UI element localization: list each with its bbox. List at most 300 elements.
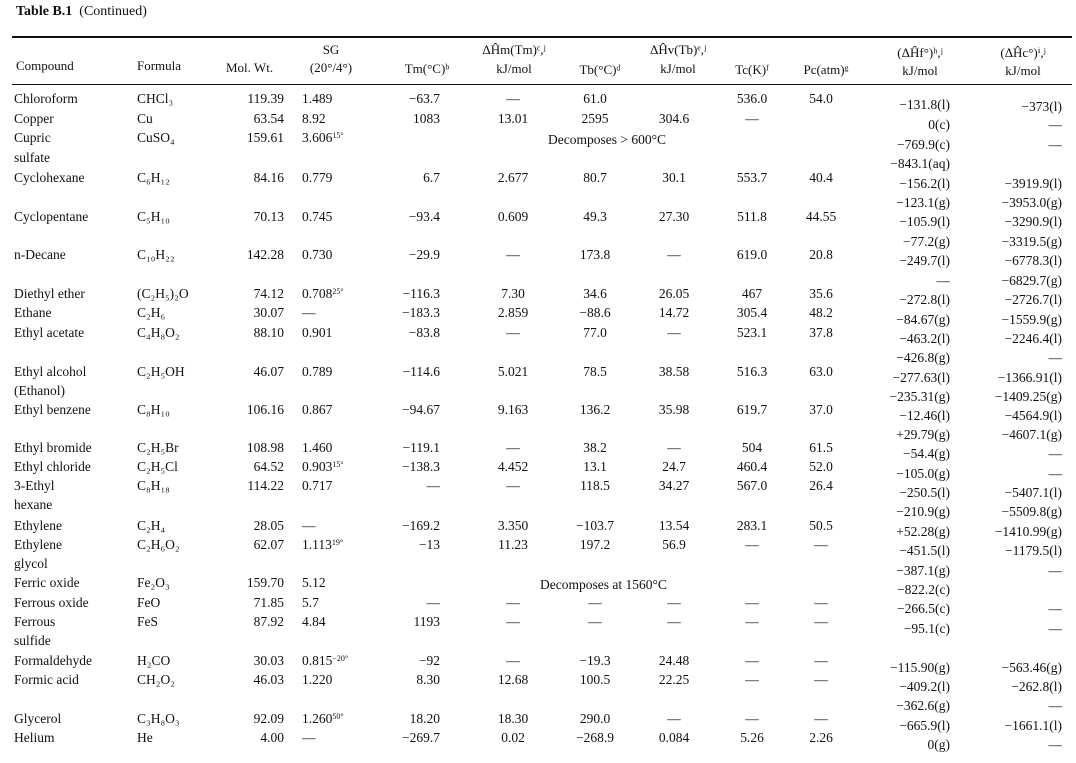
- cell-dhv: 0.084: [658, 730, 690, 745]
- cell-dhv: 34.27: [658, 478, 690, 493]
- cell-formula: C₄H₈O₂: [137, 325, 180, 340]
- cell-mol-wt: 30.07: [253, 305, 284, 320]
- cell-tb: −19.3: [579, 653, 611, 668]
- cell-dhc: −3290.9(l): [1004, 214, 1062, 229]
- cell-sg: 1.489: [302, 91, 333, 106]
- cell-mol-wt: 92.09: [253, 711, 284, 726]
- cell-tm: −114.6: [402, 364, 440, 379]
- cell-mol-wt: 70.13: [253, 209, 284, 224]
- cell-dhc: −1366.91(l): [997, 370, 1062, 385]
- cell-formula: FeO: [137, 595, 161, 610]
- cell-dhc: —: [1048, 737, 1062, 752]
- cell-pc: —: [814, 595, 828, 610]
- cell-compound: Ferric oxide: [14, 575, 80, 590]
- cell-dhv: 24.7: [662, 459, 686, 474]
- cell-sg: $0.708^{25^\circ}$: [302, 286, 344, 301]
- cell-mol-wt: 71.85: [253, 595, 284, 610]
- cell-sg: 1.460: [302, 440, 333, 455]
- cell-dhc: —: [1048, 601, 1062, 616]
- cell-tc: —: [745, 614, 759, 629]
- cell-sg: 0.745: [302, 209, 333, 224]
- cell-dhc: —: [1048, 621, 1062, 636]
- cell-dhf: −272.8(l): [899, 292, 950, 307]
- cell-dhv: —: [667, 247, 681, 262]
- cell-tc: 619.0: [736, 247, 768, 262]
- cell-dhf: −665.9(l): [899, 718, 950, 733]
- cell-formula: C₆H₁₂: [137, 170, 170, 185]
- cell-dhv: 13.54: [658, 518, 690, 533]
- header-pc: Pc(atm)ᵍ: [803, 62, 849, 77]
- cell-dhf: −451.5(l): [899, 543, 950, 558]
- cell-dhc: −563.46(g): [1001, 660, 1062, 675]
- cell-tm: 6.7: [423, 170, 440, 185]
- cell-dhf: −769.9(c): [897, 137, 950, 152]
- cell-tm: −183.3: [402, 305, 440, 320]
- cell-decomposes-note: Decomposes at 1560°C: [540, 577, 667, 592]
- cell-sg: 0.867: [302, 402, 333, 417]
- cell-compound: Chloroform: [14, 91, 78, 106]
- cell-formula: CHCl₃: [137, 91, 174, 106]
- cell-pc: 44.55: [805, 209, 837, 224]
- cell-sg: 0.730: [302, 247, 333, 262]
- cell-dhv: 24.48: [658, 653, 690, 668]
- cell-dhf: −362.6(g): [896, 698, 950, 713]
- cell-sg: 0.717: [302, 478, 333, 493]
- cell-dhf: −409.2(l): [899, 679, 950, 694]
- cell-dhm: 5.021: [497, 364, 529, 379]
- cell-dhc: −5509.8(g): [1001, 504, 1062, 519]
- cell-compound: Helium: [14, 730, 55, 745]
- cell-sg: 1.220: [302, 672, 333, 687]
- cell-mol-wt: 63.54: [253, 111, 284, 126]
- header-tb: Tb(°C)ᵈ: [579, 62, 621, 77]
- cell-dhf: 0(g): [927, 737, 950, 752]
- cell-sg: 5.7: [302, 595, 319, 610]
- cell-formula: C₂H₅OH: [137, 364, 185, 379]
- cell-sg: 8.92: [302, 111, 326, 126]
- cell-dhm: 11.23: [498, 537, 528, 552]
- cell-tm: −93.4: [408, 209, 440, 224]
- cell-tc: 553.7: [736, 170, 768, 185]
- cell-tc: —: [745, 711, 759, 726]
- cell-sg: $0.903^{15^\circ}$: [302, 459, 344, 474]
- cell-dhf: −115.90(g): [890, 660, 950, 675]
- cell-pc: —: [814, 711, 828, 726]
- cell-compound: Ethyl benzene: [14, 402, 91, 417]
- cell-dhc: −4607.1(g): [1001, 427, 1062, 442]
- cell-compound: Cyclopentane: [14, 209, 89, 224]
- cell-mol-wt: 142.28: [246, 247, 284, 262]
- cell-tc: 567.0: [736, 478, 768, 493]
- cell-pc: —: [814, 653, 828, 668]
- cell-compound: Ethane: [14, 305, 52, 320]
- cell-tc: —: [745, 595, 759, 610]
- cell-dhf: −249.7(l): [899, 253, 950, 268]
- cell-tb: —: [588, 614, 602, 629]
- cell-tm: 8.30: [416, 672, 440, 687]
- cell-tm: −169.2: [402, 518, 440, 533]
- cell-mol-wt: 84.16: [253, 170, 284, 185]
- cell-pc: 63.0: [809, 364, 833, 379]
- cell-formula: C₃H₈O₃: [137, 711, 180, 726]
- cell-pc: 52.0: [809, 459, 833, 474]
- cell-dhf: −95.1(c): [903, 621, 950, 636]
- cell-sg: —: [302, 518, 316, 533]
- header-mol-wt: Mol. Wt.: [226, 60, 274, 75]
- cell-dhc: —: [1048, 446, 1062, 461]
- cell-sg-temp: 25°: [332, 287, 344, 296]
- cell-dhv: 38.58: [658, 364, 690, 379]
- cell-tb: —: [588, 595, 602, 610]
- cell-dhc: −6829.7(g): [1001, 273, 1062, 288]
- cell-tc: 283.1: [736, 518, 768, 533]
- cell-formula: FeS: [137, 614, 159, 629]
- cell-mol-wt: 62.07: [253, 537, 284, 552]
- cell-compound: glycol: [14, 556, 48, 571]
- cell-dhc: −5407.1(l): [1004, 485, 1062, 500]
- cell-tc: 536.0: [736, 91, 768, 106]
- header-sg: SG: [322, 42, 340, 57]
- cell-compound: Ethyl acetate: [14, 325, 85, 340]
- cell-dhm: 12.68: [497, 672, 529, 687]
- cell-compound: sulfate: [14, 150, 50, 165]
- cell-dhf: −123.1(g): [896, 195, 950, 210]
- header-tc: Tc(K)ᶠ: [735, 62, 769, 77]
- cell-formula: (C₂H₅)₂O: [137, 286, 189, 301]
- cell-formula: He: [137, 730, 153, 745]
- cell-sg: $0.815^{-20^\circ}$: [302, 653, 349, 668]
- cell-tm: −83.8: [408, 325, 440, 340]
- cell-dhm: 2.677: [497, 170, 529, 185]
- cell-compound: Glycerol: [14, 711, 62, 726]
- cell-dhm: 13.01: [497, 111, 529, 126]
- cell-dhm: 2.859: [497, 305, 529, 320]
- cell-formula: Fe₂O₃: [137, 575, 170, 590]
- cell-formula: C₂H₄: [137, 518, 166, 533]
- cell-dhc: −262.8(l): [1011, 679, 1062, 694]
- cell-tc: —: [745, 653, 759, 668]
- cell-dhc: −3919.9(l): [1004, 176, 1062, 191]
- cell-mol-wt: 4.00: [260, 730, 284, 745]
- cell-dhc: −1409.25(g): [994, 389, 1062, 404]
- cell-mol-wt: 159.70: [246, 575, 284, 590]
- cell-formula: C₁₀H₂₂: [137, 247, 175, 262]
- cell-sg: $1.260^{50^\circ}$: [302, 711, 344, 726]
- cell-compound: Ethylene: [14, 518, 62, 533]
- cell-mol-wt: 119.39: [247, 91, 284, 106]
- header-dhc: (ΔĤc°)ⁱ,ʲ: [1000, 45, 1046, 60]
- cell-compound: Ethylene: [14, 537, 62, 552]
- cell-formula: C₈H₁₀: [137, 402, 170, 417]
- cell-dhc: −373(l): [1021, 99, 1062, 114]
- cell-tb: −88.6: [579, 305, 611, 320]
- cell-compound: Ethyl bromide: [14, 440, 92, 455]
- cell-dhc: −3319.5(g): [1001, 234, 1062, 249]
- cell-dhf: −277.63(l): [892, 370, 950, 385]
- cell-sg: 0.901: [302, 325, 333, 340]
- cell-dhf: −156.2(l): [899, 176, 950, 191]
- cell-dhm: 0.609: [497, 209, 529, 224]
- cell-dhm: —: [506, 91, 520, 106]
- cell-dhf: −131.8(l): [899, 97, 950, 112]
- cell-dhm: —: [506, 247, 520, 262]
- cell-tb: 78.5: [583, 364, 607, 379]
- cell-tm: −119.1: [402, 440, 440, 455]
- cell-dhv: 22.25: [658, 672, 690, 687]
- cell-sg-temp: −20°: [332, 654, 349, 663]
- cell-sg: $1.113^{19^\circ}$: [302, 537, 344, 552]
- cell-tc: 619.7: [736, 402, 768, 417]
- cell-tb: 38.2: [583, 440, 607, 455]
- cell-compound: 3-Ethyl: [14, 478, 55, 493]
- cell-dhm: 0.02: [501, 730, 525, 745]
- cell-mol-wt: 114.22: [247, 478, 284, 493]
- cell-dhv: 26.05: [658, 286, 690, 301]
- cell-tc: —: [745, 537, 759, 552]
- cell-tc: 516.3: [736, 364, 768, 379]
- cell-compound: Ferrous: [14, 614, 56, 629]
- cell-pc: 35.6: [809, 286, 833, 301]
- cell-mol-wt: 46.07: [253, 364, 284, 379]
- cell-dhf: −77.2(g): [903, 234, 950, 249]
- cell-sg: $3.606^{15^\circ}$: [302, 130, 344, 145]
- cell-dhc: −4564.9(l): [1004, 408, 1062, 423]
- cell-tb: 173.8: [579, 247, 611, 262]
- cell-compound: Copper: [14, 111, 54, 126]
- cell-dhc: −3953.0(g): [1001, 195, 1062, 210]
- cell-dhf: +52.28(g): [896, 524, 950, 539]
- cell-formula: C₂H₅Cl: [137, 459, 178, 474]
- cell-formula: CuSO₄: [137, 130, 175, 145]
- cell-tb: 61.0: [583, 91, 607, 106]
- cell-tm: −138.3: [402, 459, 440, 474]
- cell-sg-temp: 50°: [332, 712, 344, 721]
- cell-compound: Diethyl ether: [14, 286, 85, 301]
- cell-mol-wt: 28.05: [253, 518, 284, 533]
- cell-mol-wt: 74.12: [253, 286, 284, 301]
- cell-sg: 5.12: [302, 575, 326, 590]
- cell-tb: −103.7: [576, 518, 614, 533]
- header-dhf: (ΔĤf°)ʰ,ʲ: [897, 45, 943, 60]
- cell-tc: 5.26: [740, 730, 764, 745]
- cell-pc: 26.4: [809, 478, 833, 493]
- cell-dhm: —: [506, 325, 520, 340]
- cell-pc: —: [814, 672, 828, 687]
- cell-formula: Cu: [137, 111, 153, 126]
- cell-tb: 100.5: [579, 672, 611, 687]
- cell-sg-temp: 15°: [332, 131, 344, 140]
- table-title: [16, 4, 147, 20]
- cell-formula: CH₂O₂: [137, 672, 175, 687]
- top-rule: [12, 36, 1072, 38]
- header-dhm: ΔĤm(Tm)ᶜ,ʲ: [482, 42, 546, 57]
- header-tm: Tm(°C)ᵇ: [404, 61, 450, 76]
- cell-compound: Ethyl chloride: [14, 459, 91, 474]
- cell-tc: 467: [741, 286, 763, 301]
- cell-mol-wt: 108.98: [246, 440, 284, 455]
- cell-tm: −13: [418, 537, 440, 552]
- cell-pc: 48.2: [809, 305, 833, 320]
- cell-pc: 37.0: [809, 402, 833, 417]
- cell-tc: 460.4: [736, 459, 768, 474]
- cell-pc: 2.26: [809, 730, 833, 745]
- cell-tc: 511.8: [737, 209, 767, 224]
- cell-dhf: −210.9(g): [896, 504, 950, 519]
- cell-dhc: —: [1048, 137, 1062, 152]
- cell-tm: −92: [418, 653, 440, 668]
- cell-dhm: —: [506, 653, 520, 668]
- cell-tc: 305.4: [736, 305, 768, 320]
- cell-formula: C₂H₆: [137, 305, 166, 320]
- cell-dhm: —: [506, 595, 520, 610]
- cell-pc: 37.8: [809, 325, 833, 340]
- cell-dhc: —: [1048, 466, 1062, 481]
- cell-dhc: −1410.99(g): [994, 524, 1062, 539]
- cell-tb: 2595: [581, 111, 609, 126]
- cell-dhf: −54.4(g): [903, 446, 950, 461]
- cell-mol-wt: 87.92: [253, 614, 284, 629]
- table-continued: (Continued): [79, 4, 147, 19]
- cell-tm: −116.3: [402, 286, 440, 301]
- cell-dhm: 4.452: [497, 459, 529, 474]
- header-dhv: ΔĤv(Tb)ᵉ,ʲ: [650, 42, 706, 57]
- cell-compound: hexane: [14, 497, 53, 512]
- cell-dhc: —: [1048, 350, 1062, 365]
- cell-dhf: −105.0(g): [896, 466, 950, 481]
- header-rule: [12, 84, 1072, 85]
- cell-sg: —: [302, 730, 316, 745]
- cell-compound: Cupric: [14, 130, 51, 145]
- cell-compound: sulfide: [14, 633, 51, 648]
- cell-dhf: −84.67(g): [896, 312, 950, 327]
- cell-tb: 80.7: [583, 170, 607, 185]
- cell-dhf: −426.8(g): [896, 350, 950, 365]
- cell-dhm: 9.163: [497, 402, 529, 417]
- cell-sg-temp: 19°: [331, 538, 344, 547]
- cell-dhm: —: [506, 440, 520, 455]
- cell-dhm: —: [506, 614, 520, 629]
- cell-formula: C₅H₁₀: [137, 209, 170, 224]
- cell-compound: Formic acid: [14, 672, 79, 687]
- cell-dhc: −2726.7(l): [1004, 292, 1062, 307]
- cell-pc: 20.8: [809, 247, 833, 262]
- cell-dhf: −250.5(l): [899, 485, 950, 500]
- cell-compound: Ethyl alcohol: [14, 364, 87, 379]
- cell-sg: 0.789: [302, 364, 333, 379]
- cell-dhf: 0(c): [928, 117, 950, 132]
- cell-tb: 197.2: [579, 537, 611, 552]
- cell-formula: C₂H₅Br: [137, 440, 179, 455]
- cell-dhf: −387.1(g): [896, 563, 950, 578]
- cell-compound: n-Decane: [14, 247, 66, 262]
- cell-pc: 61.5: [809, 440, 833, 455]
- cell-dhv: 35.98: [658, 402, 690, 417]
- cell-compound: Formaldehyde: [14, 653, 92, 668]
- cell-tm: −29.9: [408, 247, 440, 262]
- cell-tb: 77.0: [583, 325, 607, 340]
- cell-dhv: —: [667, 614, 681, 629]
- cell-decomposes-note: Decomposes > 600°C: [548, 132, 666, 147]
- cell-compound: (Ethanol): [14, 383, 65, 398]
- cell-sg: 0.779: [302, 170, 333, 185]
- cell-dhc: −1559.9(g): [1001, 312, 1062, 327]
- header-dhm-unit: kJ/mol: [496, 61, 532, 76]
- table-label: Table B.1: [16, 4, 73, 19]
- cell-tb: 13.1: [583, 459, 607, 474]
- cell-tb: 49.3: [583, 209, 607, 224]
- cell-pc: —: [814, 537, 828, 552]
- cell-tc: —: [745, 672, 759, 687]
- cell-dhf: −463.2(l): [899, 331, 950, 346]
- cell-sg: 4.84: [302, 614, 326, 629]
- cell-compound: Cyclohexane: [14, 170, 85, 185]
- cell-tb: 34.6: [583, 286, 607, 301]
- cell-dhv: —: [667, 711, 681, 726]
- cell-tm: 1193: [413, 614, 440, 629]
- cell-dhm: 18.30: [497, 711, 529, 726]
- cell-mol-wt: 88.10: [253, 325, 284, 340]
- cell-dhv: 30.1: [662, 170, 686, 185]
- cell-formula: C₂H₆O₂: [137, 537, 180, 552]
- cell-tm: —: [426, 478, 440, 493]
- cell-tm: −63.7: [408, 91, 440, 106]
- cell-mol-wt: 106.16: [246, 402, 284, 417]
- cell-dhm: 7.30: [501, 286, 525, 301]
- cell-dhv: —: [667, 440, 681, 455]
- cell-dhc: —: [1048, 117, 1062, 132]
- cell-dhv: 56.9: [662, 537, 686, 552]
- cell-dhf: −266.5(c): [897, 601, 950, 616]
- cell-tc: 523.1: [736, 325, 768, 340]
- cell-dhc: −6778.3(l): [1004, 253, 1062, 268]
- cell-tb: 136.2: [579, 402, 611, 417]
- header-sg-temp: (20°/4°): [309, 60, 353, 75]
- cell-pc: 54.0: [809, 91, 833, 106]
- cell-mol-wt: 64.52: [253, 459, 284, 474]
- cell-formula: C₈H₁₈: [137, 478, 170, 493]
- cell-dhf: −12.46(l): [899, 408, 950, 423]
- cell-dhf: −235.31(g): [889, 389, 950, 404]
- cell-pc: —: [814, 614, 828, 629]
- cell-pc: 40.4: [809, 170, 833, 185]
- cell-compound: Ferrous oxide: [14, 595, 89, 610]
- cell-formula: H₂CO: [137, 653, 171, 668]
- cell-mol-wt: 46.03: [253, 672, 284, 687]
- cell-dhf: +29.79(g): [896, 427, 950, 442]
- cell-tc: 504: [741, 440, 763, 455]
- header-dhf-unit: kJ/mol: [902, 63, 938, 78]
- cell-dhc: −1661.1(l): [1004, 718, 1062, 733]
- cell-dhf: −843.1(aq): [890, 156, 950, 171]
- cell-tc: —: [745, 111, 759, 126]
- cell-dhv: 27.30: [658, 209, 690, 224]
- cell-dhf: −105.9(l): [899, 214, 950, 229]
- cell-tb: 290.0: [579, 711, 611, 726]
- header-compound: Compound: [16, 58, 74, 73]
- cell-sg-temp: 15°: [332, 460, 344, 469]
- cell-tm: −269.7: [402, 730, 440, 745]
- cell-dhc: —: [1048, 563, 1062, 578]
- cell-mol-wt: 159.61: [246, 130, 284, 145]
- cell-dhv: —: [667, 325, 681, 340]
- cell-dhc: −2246.4(l): [1004, 331, 1062, 346]
- header-dhc-unit: kJ/mol: [1005, 63, 1041, 78]
- header-dhv-unit: kJ/mol: [660, 61, 696, 76]
- cell-dhc: —: [1048, 698, 1062, 713]
- cell-dhv: 14.72: [658, 305, 690, 320]
- cell-dhm: —: [506, 478, 520, 493]
- cell-dhv: —: [667, 595, 681, 610]
